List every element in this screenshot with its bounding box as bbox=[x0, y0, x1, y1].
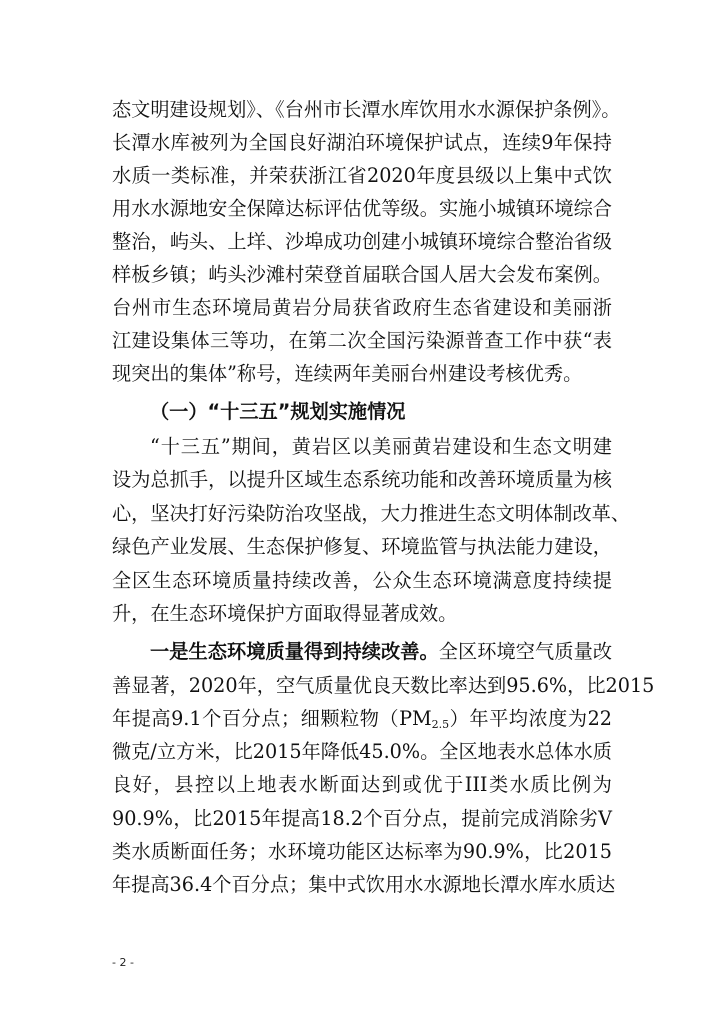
body-text-line: 良好，县控以上地表水断面达到或优于III类水质比例为 bbox=[112, 773, 612, 796]
section-heading: （一）“十三五”规划实施情况 bbox=[150, 400, 406, 423]
body-text-line: 长潭水库被列为全国良好湖泊环境保护试点，连续9年保持 bbox=[112, 131, 612, 154]
body-text-line: 水质一类标准，并荣获浙江省2020年度县级以上集中式饮 bbox=[112, 164, 612, 187]
pm-text-end: ）年平均浓度为22 bbox=[449, 707, 612, 730]
body-text-line: “十三五”期间，黄岩区以美丽黄岩建设和生态文明建 bbox=[150, 435, 612, 458]
body-text-line bbox=[112, 704, 612, 734]
body-text-line: 类水质断面任务；水环境功能区达标率为90.9%，比2015 bbox=[112, 840, 612, 863]
body-text-line: 现突出的集体”称号，连续两年美丽台州建设考核优秀。 bbox=[112, 362, 583, 385]
body-text-line: 江建设集体三等功，在第二次全国污染源普查工作中获“表 bbox=[112, 329, 612, 352]
pm-subscript: 2.5 bbox=[431, 718, 450, 731]
body-text-line: 善显著，2020年，空气质量优良天数比率达到95.6%，比2015 bbox=[112, 674, 655, 697]
body-text-line: 样板乡镇；屿头沙滩村荣登首届联合国人居大会发布案例。 bbox=[112, 263, 612, 286]
body-text-line: 90.9%，比2015年提高18.2个百分点，提前完成消除劣V bbox=[112, 807, 612, 830]
body-text-line: 用水水源地安全保障达标评估优等级。实施小城镇环境综合 bbox=[112, 197, 612, 220]
lead-text-rest: 全区环境空气质量改 bbox=[438, 640, 613, 663]
page-number: - 2 - bbox=[112, 956, 134, 969]
pm-text-start: 年提高9.1个百分点；细颗粒物（PM bbox=[112, 707, 432, 730]
body-text-line: 态文明建设规划》、《台州市长潭水库饮用水水源保护条例》。 bbox=[112, 98, 621, 121]
body-text-line: 设为总抓手，以提升区域生态系统功能和改善环境质量为核 bbox=[112, 468, 612, 491]
body-text-line: 整治，屿头、上垟、沙埠成功创建小城镇环境综合整治省级 bbox=[112, 230, 612, 253]
body-text-line: 心，坚决打好污染防治攻坚战，大力推进生态文明体制改革、 bbox=[112, 502, 631, 525]
body-text-line: 微克/立方米，比2015年降低45.0%。全区地表水总体水质 bbox=[112, 740, 612, 763]
body-text-line: 绿色产业发展、生态保护修复、环境监管与执法能力建设， bbox=[112, 535, 612, 558]
body-text-line: 全区生态环境质量持续改善，公众生态环境满意度持续提 bbox=[112, 569, 612, 592]
body-text-line: 台州市生态环境局黄岩分局获省政府生态省建设和美丽浙 bbox=[112, 296, 612, 319]
body-text-line bbox=[150, 637, 612, 667]
bold-lead-text: 一是生态环境质量得到持续改善。 bbox=[150, 640, 439, 663]
body-text-line: 年提高36.4个百分点；集中式饮用水水源地长潭水库水质达 bbox=[112, 873, 616, 896]
body-text-line: 升，在生态环境保护方面取得显著成效。 bbox=[112, 602, 458, 625]
